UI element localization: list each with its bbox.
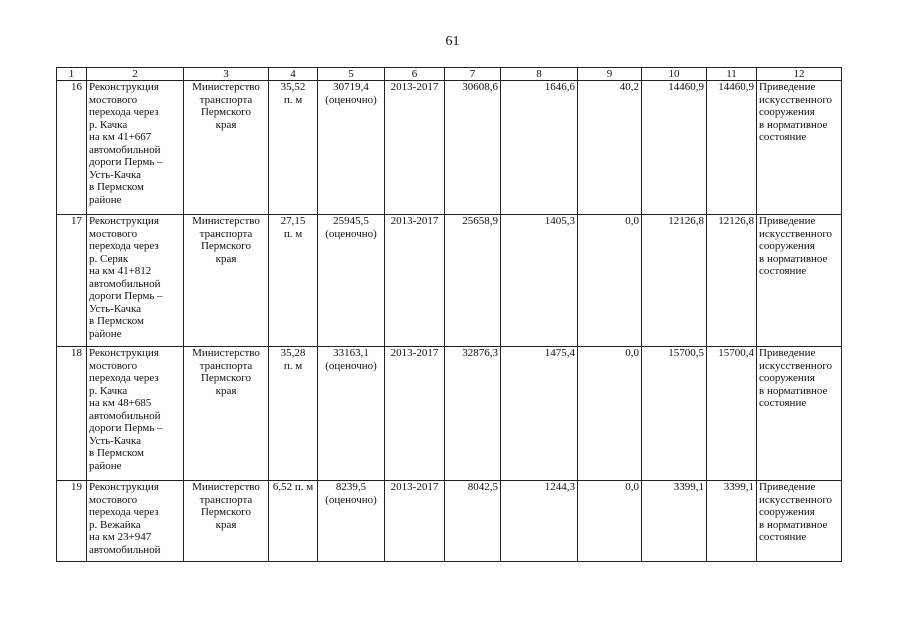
col10-value: 14460,9	[642, 81, 707, 215]
header-cell: 8	[501, 68, 578, 81]
col9-value: 40,2	[578, 81, 642, 215]
row-number: 16	[57, 81, 87, 215]
page-number: 61	[445, 34, 460, 49]
estimated-cost: 33163,1 (оценочно)	[318, 347, 385, 481]
col8-value: 1475,4	[501, 347, 578, 481]
col7-value: 32876,3	[445, 347, 501, 481]
period-value: 2013-2017	[385, 347, 445, 481]
col10-value: 3399,1	[642, 481, 707, 562]
header-cell: 5	[318, 68, 385, 81]
table-row	[57, 215, 842, 347]
col7-value: 30608,6	[445, 81, 501, 215]
header-cell: 9	[578, 68, 642, 81]
col10-value: 12126,8	[642, 215, 707, 347]
header-cell: 1	[57, 68, 87, 81]
header-cell: 10	[642, 68, 707, 81]
header-cell: 3	[184, 68, 269, 81]
row-number: 17	[57, 215, 87, 347]
capacity-value: 6,52 п. м	[269, 481, 318, 562]
project-name: Реконструкция мостового перехода через р. Серяк на км 41+812 автомобильной дороги Пермь – Усть-Качка в Пермском районе	[87, 215, 184, 347]
header-cell: 11	[707, 68, 757, 81]
project-table	[56, 67, 842, 562]
period-value: 2013-2017	[385, 81, 445, 215]
expected-result: Приведение искусственного сооружения в нормативное состояние	[757, 215, 842, 347]
col8-value: 1244,3	[501, 481, 578, 562]
col9-value: 0,0	[578, 481, 642, 562]
col10-value: 15700,5	[642, 347, 707, 481]
customer-name: Министерство транспорта Пермского края	[184, 347, 269, 481]
col9-value: 0,0	[578, 215, 642, 347]
col11-value: 3399,1	[707, 481, 757, 562]
col11-value: 12126,8	[707, 215, 757, 347]
row-number: 19	[57, 481, 87, 562]
period-value: 2013-2017	[385, 481, 445, 562]
col8-value: 1646,6	[501, 81, 578, 215]
header-cell: 6	[385, 68, 445, 81]
project-name: Реконструкция мостового перехода через р. Качка на км 48+685 автомобильной дороги Пермь – Усть-Качка в Пермском районе	[87, 347, 184, 481]
capacity-value: 35,28 п. м	[269, 347, 318, 481]
header-cell: 7	[445, 68, 501, 81]
project-name: Реконструкция мостового перехода через р. Вежайка на км 23+947 автомобильной	[87, 481, 184, 562]
header-cell: 12	[757, 68, 842, 81]
period-value: 2013-2017	[385, 215, 445, 347]
estimated-cost: 30719,4 (оценочно)	[318, 81, 385, 215]
table-header-row	[57, 68, 842, 81]
col11-value: 15700,4	[707, 347, 757, 481]
estimated-cost: 25945,5 (оценочно)	[318, 215, 385, 347]
header-cell: 2	[87, 68, 184, 81]
table-row	[57, 81, 842, 215]
capacity-value: 35,52 п. м	[269, 81, 318, 215]
table-row	[57, 347, 842, 481]
col7-value: 8042,5	[445, 481, 501, 562]
header-cell: 4	[269, 68, 318, 81]
col8-value: 1405,3	[501, 215, 578, 347]
expected-result: Приведение искусственного сооружения в нормативное состояние	[757, 81, 842, 215]
project-name: Реконструкция мостового перехода через р. Качка на км 41+667 автомобильной дороги Пермь – Усть-Качка в Пермском районе	[87, 81, 184, 215]
expected-result: Приведение искусственного сооружения в нормативное состояние	[757, 481, 842, 562]
table-row	[57, 481, 842, 562]
estimated-cost: 8239,5 (оценочно)	[318, 481, 385, 562]
expected-result: Приведение искусственного сооружения в нормативное состояние	[757, 347, 842, 481]
capacity-value: 27,15 п. м	[269, 215, 318, 347]
row-number: 18	[57, 347, 87, 481]
col7-value: 25658,9	[445, 215, 501, 347]
col9-value: 0,0	[578, 347, 642, 481]
customer-name: Министерство транспорта Пермского края	[184, 81, 269, 215]
customer-name: Министерство транспорта Пермского края	[184, 215, 269, 347]
col11-value: 14460,9	[707, 81, 757, 215]
customer-name: Министерство транспорта Пермского края	[184, 481, 269, 562]
